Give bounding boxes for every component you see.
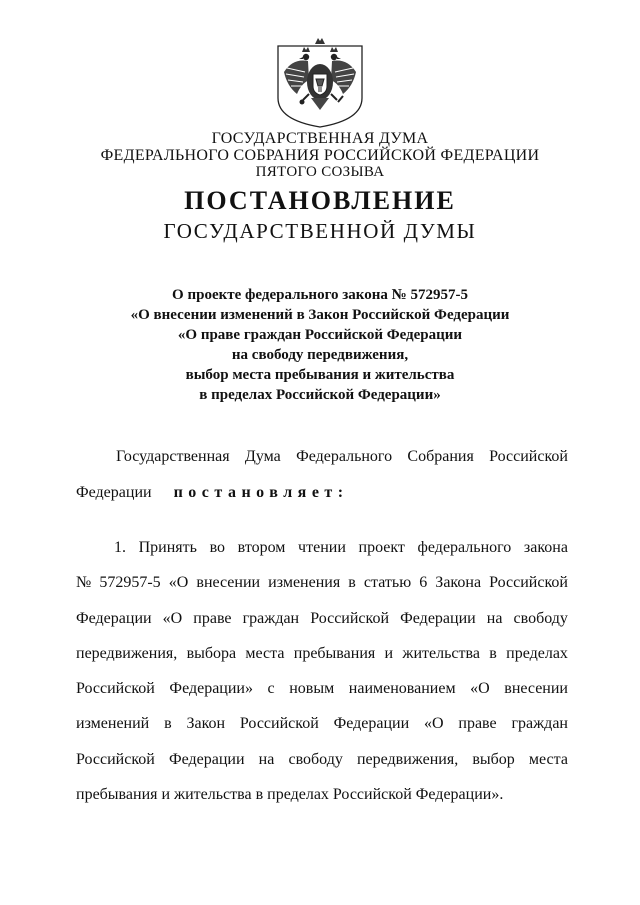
word: «О xyxy=(470,680,490,698)
text-line xyxy=(76,539,568,559)
header-line-2: ФЕДЕРАЛЬНОГО СОБРАНИЯ РОССИЙСКОЙ ФЕДЕРАЦИИ xyxy=(100,147,540,164)
preamble-line-2 xyxy=(76,484,568,504)
word: Федерального xyxy=(296,448,393,465)
text-line xyxy=(76,751,568,771)
preamble-line-1 xyxy=(76,448,568,468)
word: Принять xyxy=(138,539,197,556)
word: свободу xyxy=(513,609,568,627)
word: 1. xyxy=(114,539,126,556)
word: Российской xyxy=(489,448,568,465)
word: в xyxy=(348,574,356,592)
word: Российской xyxy=(76,680,155,698)
word: и xyxy=(384,644,394,662)
text-line-last: пребывания и жительства в пределах Российской Федерации». xyxy=(76,786,504,804)
word: «О xyxy=(424,715,444,733)
word: пределах xyxy=(506,644,568,662)
word: на xyxy=(486,609,503,627)
word: федерального xyxy=(417,539,512,556)
word: Федерации xyxy=(76,484,152,501)
text-line xyxy=(76,610,568,630)
word: на xyxy=(258,750,275,768)
word: выбора xyxy=(186,644,237,662)
document-title: ПОСТАНОВЛЕНИЕ xyxy=(184,186,456,215)
word: изменения xyxy=(268,574,341,592)
word: места xyxy=(245,644,285,662)
word: во xyxy=(209,539,226,556)
word: Закона xyxy=(435,574,482,592)
word: Федерации» xyxy=(169,680,253,698)
word: граждан xyxy=(511,715,568,733)
word: проект xyxy=(358,539,405,556)
header-line-3: ПЯТОГО СОЗЫВА xyxy=(255,164,385,180)
word: новым xyxy=(289,680,335,698)
text-line xyxy=(76,715,568,735)
word: Закон xyxy=(186,715,226,733)
word: в xyxy=(164,715,172,733)
word: свободу xyxy=(288,750,343,768)
decree-word: постановляет: xyxy=(173,484,349,501)
word: чтении xyxy=(298,539,346,556)
word: места xyxy=(528,750,568,768)
law-title-line: в пределах Российской Федерации» xyxy=(199,387,441,403)
text-line xyxy=(76,645,568,665)
word: «О xyxy=(168,574,189,592)
word: внесении xyxy=(196,574,261,592)
word: № xyxy=(76,574,92,592)
word: Российской xyxy=(489,574,568,592)
word: 572957-5 xyxy=(99,574,161,592)
resolution-item-1 xyxy=(76,539,568,821)
word: с xyxy=(267,680,275,698)
word: Государственная xyxy=(116,448,230,465)
word: Российской xyxy=(310,609,390,627)
word: передвижения, xyxy=(76,644,178,662)
word: Федерации xyxy=(333,715,410,733)
law-title-line: «О праве граждан Российской Федерации xyxy=(177,327,463,343)
word: Российской xyxy=(239,715,319,733)
header-line-1: ГОСУДАРСТВЕННАЯ ДУМА xyxy=(211,130,429,147)
word: 6 xyxy=(419,574,428,592)
word: Российской xyxy=(76,750,155,768)
law-title-line: на свободу передвижения, xyxy=(231,347,409,363)
word: закона xyxy=(523,539,568,556)
law-title xyxy=(0,285,640,405)
word: Федерации xyxy=(168,750,245,768)
law-title-line: «О внесении изменений в Закон Российской Федерации xyxy=(130,307,510,323)
word: Федерации xyxy=(400,609,476,627)
document-subtitle: ГОСУДАРСТВЕННОЙ ДУМЫ xyxy=(163,219,477,243)
word: жительства xyxy=(402,644,480,662)
word: внесении xyxy=(504,680,568,698)
word: статью xyxy=(363,574,412,592)
word: Собрания xyxy=(407,448,474,465)
law-title-line: выбор места пребывания и жительства xyxy=(185,367,455,383)
russian-coat-of-arms-icon xyxy=(275,36,365,128)
word: передвижения, xyxy=(356,750,459,768)
text-line xyxy=(76,680,568,700)
word: втором xyxy=(237,539,286,556)
word: в xyxy=(489,644,497,662)
word: «О xyxy=(162,609,183,627)
word: Дума xyxy=(244,448,281,465)
word: наименованием xyxy=(348,680,456,698)
word: Федерации xyxy=(76,609,152,627)
word: пребывания xyxy=(293,644,376,662)
word: изменений xyxy=(76,715,150,733)
law-title-line: О проекте федерального закона № 572957-5 xyxy=(172,287,468,303)
word: праве xyxy=(458,715,497,733)
text-line xyxy=(76,574,568,594)
word: праве xyxy=(193,609,232,627)
word: выбор xyxy=(472,750,515,768)
word: граждан xyxy=(242,609,300,627)
